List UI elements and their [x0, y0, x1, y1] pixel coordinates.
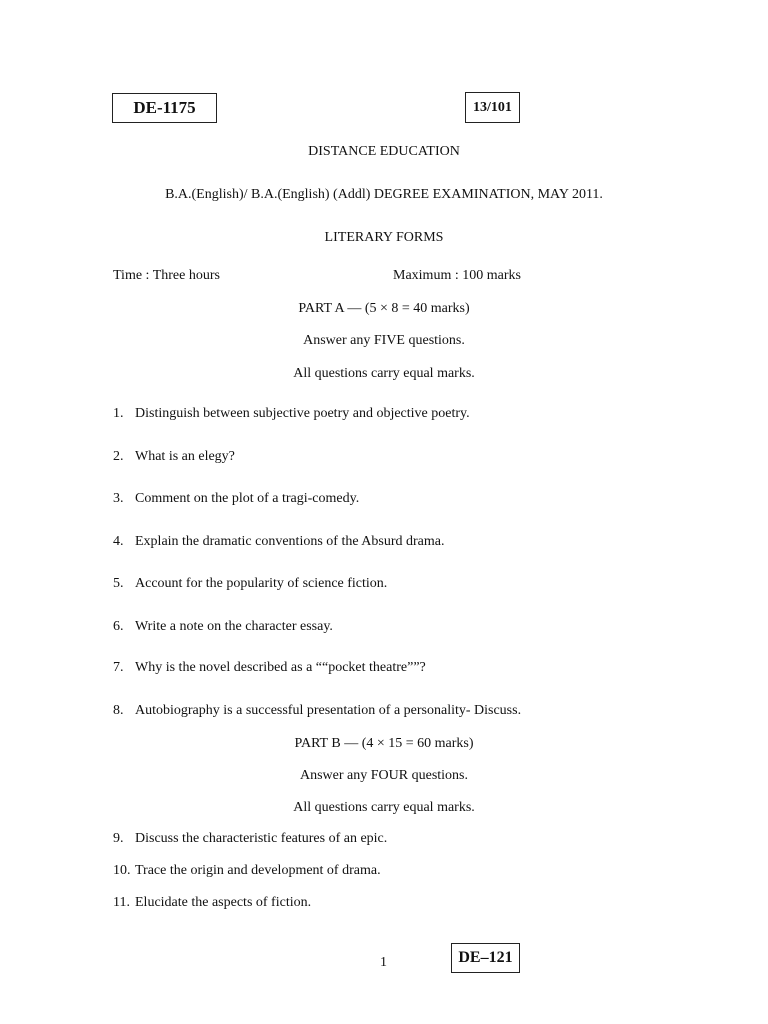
question-11 [113, 894, 311, 912]
max-marks-label: Maximum : 100 marks [393, 268, 521, 283]
question-number: 2. [113, 449, 124, 464]
question-text: Why is the novel described as a ““pocket theatre””? [135, 660, 426, 675]
part-a-heading: PART A — (5 × 8 = 40 marks) [298, 301, 470, 316]
question-2 [113, 448, 235, 466]
exam-code-box: DE-1175 [112, 93, 217, 123]
question-6 [113, 618, 333, 636]
question-8 [113, 702, 521, 720]
question-text: Explain the dramatic conventions of the Absurd drama. [135, 534, 445, 549]
question-number: 3. [113, 491, 124, 506]
question-text: What is an elegy? [135, 449, 235, 464]
question-text: Distinguish between subjective poetry and objective poetry. [135, 406, 470, 421]
exam-title: B.A.(English)/ B.A.(English) (Addl) DEGREE EXAMINATION, MAY 2011. [165, 187, 603, 202]
question-number: 8. [113, 703, 124, 718]
question-3 [113, 490, 359, 508]
question-number: 1. [113, 406, 124, 421]
question-7 [113, 659, 426, 677]
question-number: 6. [113, 619, 124, 634]
question-4 [113, 533, 444, 551]
question-text: Write a note on the character essay. [135, 619, 333, 634]
question-number: 10. [113, 863, 131, 878]
part-a-instruction: Answer any FIVE questions. [303, 333, 465, 348]
question-number: 5. [113, 576, 124, 591]
time-label: Time : Three hours [113, 268, 220, 283]
part-b-heading: PART B — (4 × 15 = 60 marks) [294, 736, 474, 751]
paper-number-box: 13/101 [465, 92, 520, 123]
institution-title: DISTANCE EDUCATION [308, 144, 460, 159]
question-number: 9. [113, 831, 124, 846]
question-text: Account for the popularity of science fiction. [135, 576, 388, 591]
question-text: Elucidate the aspects of fiction. [135, 895, 312, 910]
question-text: Comment on the plot of a tragi-comedy. [135, 491, 360, 506]
question-text: Autobiography is a successful presentation of a personality- Discuss. [135, 703, 522, 718]
question-1 [113, 405, 470, 423]
page-number: 1 [380, 955, 387, 970]
question-text: Discuss the characteristic features of an epic. [135, 831, 388, 846]
question-number: 4. [113, 534, 124, 549]
question-9 [113, 830, 387, 848]
subject-title: LITERARY FORMS [324, 230, 444, 245]
question-number: 11. [113, 895, 130, 910]
footer-code-box: DE–121 [451, 943, 520, 973]
part-b-note: All questions carry equal marks. [293, 800, 475, 815]
part-b-instruction: Answer any FOUR questions. [300, 768, 468, 783]
question-text: Trace the origin and development of drama. [135, 863, 381, 878]
question-number: 7. [113, 660, 124, 675]
part-a-note: All questions carry equal marks. [293, 366, 475, 381]
question-10 [113, 862, 381, 880]
question-5 [113, 575, 387, 593]
